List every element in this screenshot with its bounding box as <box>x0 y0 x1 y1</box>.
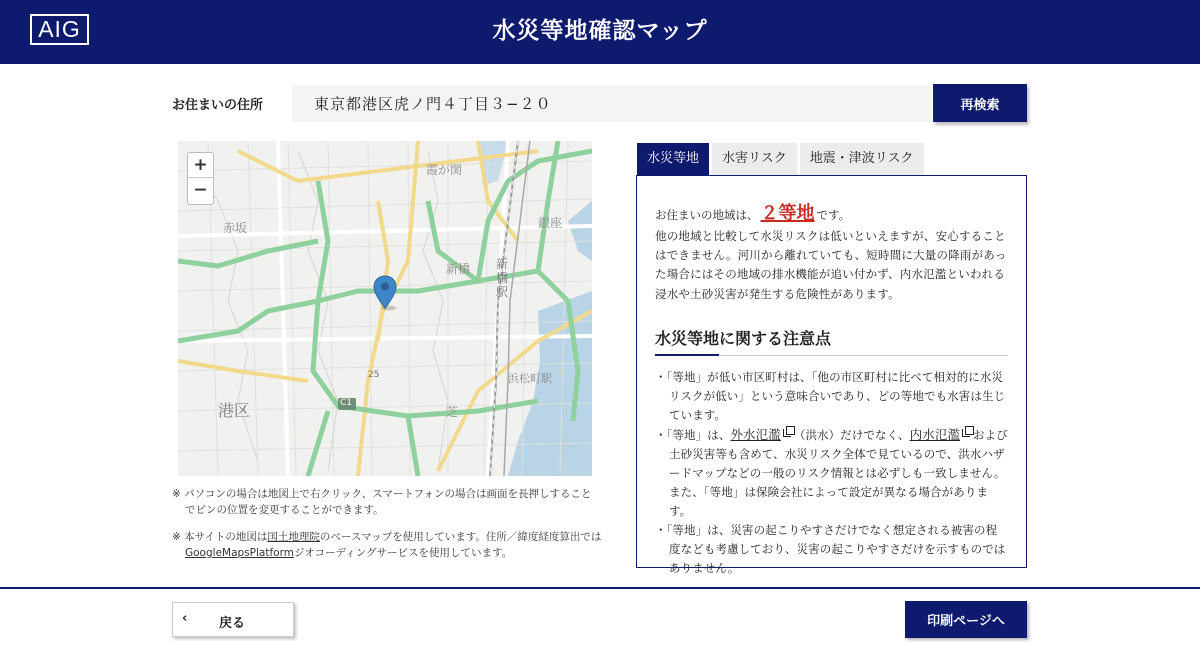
caution-list <box>655 368 1008 578</box>
route-label-c1: C1 <box>340 398 353 408</box>
zoom-in-button[interactable]: + <box>188 153 213 178</box>
note-source-text-1: ※ 本サイトの地図は <box>172 531 268 543</box>
place-label-kasumigaseki: 霞が関 <box>426 163 463 177</box>
external-link-icon <box>962 426 973 437</box>
result-panel <box>636 175 1027 575</box>
tab-earthquake-tsunami-risk[interactable]: 地震・津波リスク <box>800 143 924 176</box>
result-description: 他の地域と比較して水災リスクは低いといえますが、安心することはできません。河川から離れていても、短時間に大量の降雨があった場合にはその地域の排水機能が追い付かず、内水氾濫といわれる浸水や土砂災害が発生する危険性があります。 <box>655 229 1007 301</box>
zoom-out-button[interactable]: − <box>193 180 208 200</box>
inland-flood-link[interactable]: 内水氾濫 <box>909 426 961 442</box>
address-label: お住まいの住所 <box>172 98 264 113</box>
google-maps-platform-link[interactable]: GoogleMapsPlatform <box>185 547 294 559</box>
note-source-text-2: のベースマップを使用しています。住所／緯度経度算出では <box>319 531 602 543</box>
caution-item-3: ・「等地」は、災害の起こりやすさだけでなく想定される被害の程度なども考慮しており、災害の起こりやすさだけを示すものではありません。 <box>655 522 1006 575</box>
place-label-shiba: 芝 <box>446 405 459 419</box>
flood-grade-value: ２等地 <box>760 203 815 224</box>
caution-item-2 <box>655 425 1008 521</box>
back-button[interactable] <box>172 602 294 637</box>
back-button-label: 戻る <box>219 616 246 631</box>
route-label-25: 25 <box>368 370 380 380</box>
page-title: 水災等地確認マップ <box>492 18 708 44</box>
intro-text-pre: お住まいの地域は、 <box>655 208 759 222</box>
address-input[interactable] <box>292 85 932 122</box>
place-label-hamamatsucho: 浜松町駅 <box>508 372 552 385</box>
header <box>0 0 1200 64</box>
place-label-shinbashi-station: 新橋駅 <box>496 257 509 299</box>
caution-2-text-3: および土砂災害等も含めて、水災リスク全体で見ているので、洪水ハザードマップなどの一般のリスク情報とは必ずしも一致しません。また、「等地」は保険会社によって設定が異なる場合があります。 <box>669 427 1008 518</box>
aig-logo[interactable]: AIG <box>30 14 89 45</box>
place-label-shinbashi: 新橋 <box>446 262 471 276</box>
place-label-akasaka: 赤坂 <box>223 221 248 235</box>
note-source <box>172 529 602 561</box>
note-pin: ※ パソコンの場合は地図上で右クリック、スマートフォンの場合は画面を長押しすることでピンの位置を変更することができます。 <box>172 488 592 516</box>
gsi-link[interactable]: 国土地理院 <box>267 531 320 543</box>
tab-flood-grade[interactable]: 水災等地 <box>637 143 709 176</box>
caution-2-text-1: ・「等地」は、 <box>655 427 731 442</box>
map-notes <box>172 486 602 572</box>
note-source-text-3: ジオコーディングサービスを使用しています。 <box>293 547 513 559</box>
section-title-cautions: 水災等地に関する注意点 <box>655 326 1008 356</box>
caution-2-text-2: （洪水）だけでなく、 <box>793 427 910 442</box>
external-link-icon <box>783 426 794 437</box>
intro-text-post: です。 <box>816 208 851 222</box>
hazard-map[interactable] <box>178 141 592 476</box>
footer-bar <box>0 587 1200 645</box>
place-label-minato: 港区 <box>218 401 251 420</box>
place-label-ginza: 銀座 <box>538 216 563 230</box>
research-button[interactable]: 再検索 <box>933 84 1027 122</box>
chevron-left-icon: ‹ <box>182 611 188 626</box>
external-flood-link[interactable]: 外水氾濫 <box>730 426 781 442</box>
caution-item-1: ・「等地」が低い市区町村は、「他の市区町村に比べて相対的に水災リスクが低い」という意味合いであり、どの等地でも水害は生じています。 <box>655 369 1006 422</box>
result-intro <box>655 204 1008 225</box>
zoom-control <box>187 152 214 205</box>
tab-flood-risk[interactable]: 水害リスク <box>712 143 797 176</box>
print-page-button[interactable]: 印刷ページへ <box>905 601 1027 638</box>
risk-tabs <box>637 143 927 176</box>
